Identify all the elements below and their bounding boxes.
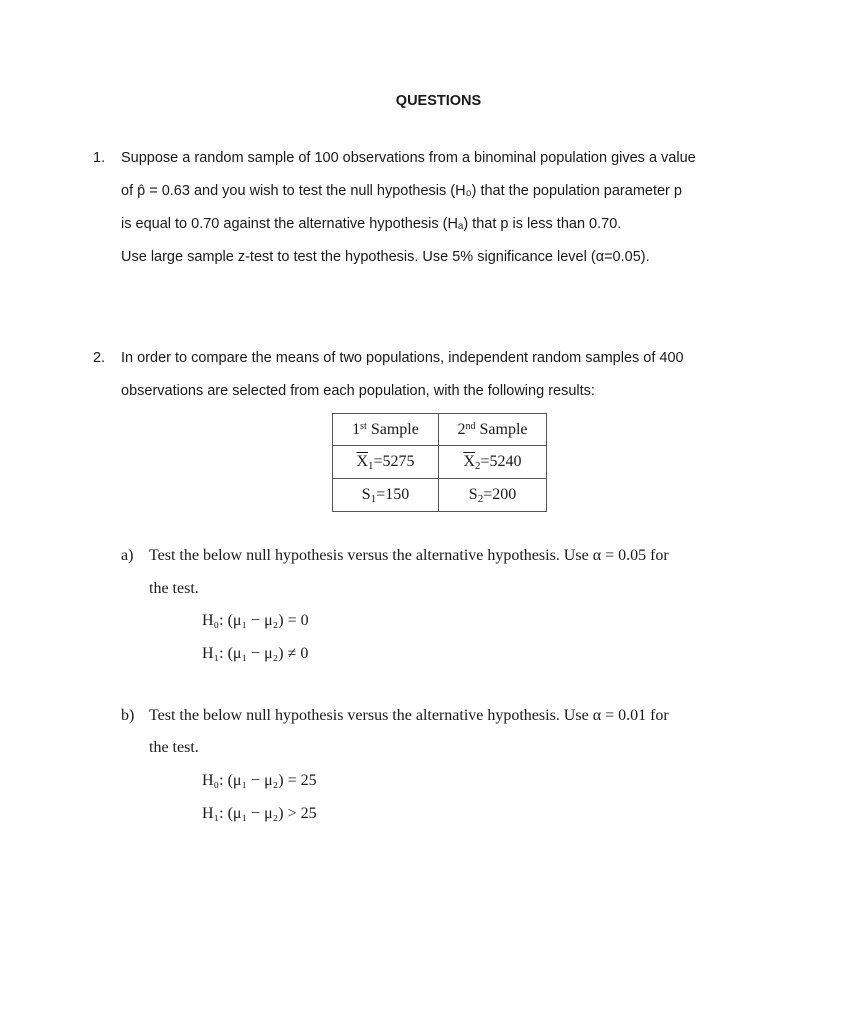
table-cell-mean-2: $\overline{X}_2=5240$ <box>439 446 547 479</box>
question-1-line-2: of p̂ = 0.63 and you wish to test the null hypothesis (H₀) that the population parameter p <box>121 183 682 199</box>
part-b-line-2: the test. <box>149 739 199 756</box>
part-a-label: a) <box>121 547 134 564</box>
table-cell-mean-1: $\overline{X}_1=5275$ <box>333 446 439 479</box>
question-1-number: 1. <box>93 150 106 166</box>
question-2-number: 2. <box>93 350 106 366</box>
part-a-alt-hypothesis: H₁: (μ₁ − μ₂) ≠ 0 <box>202 645 309 662</box>
table-row <box>333 446 547 479</box>
table-row <box>333 479 547 512</box>
part-a-line-1: Test the below null hypothesis versus the alternative hypothesis. Use α = 0.05 for <box>149 547 669 564</box>
question-1-line-1: Suppose a random sample of 100 observations from a binominal population gives a value <box>121 150 696 166</box>
page-title: QUESTIONS <box>395 93 482 109</box>
part-b-label: b) <box>121 707 135 724</box>
part-b-alt-hypothesis: H₁: (μ₁ − μ₂) > 25 <box>202 805 317 822</box>
part-b-line-1: Test the below null hypothesis versus the alternative hypothesis. Use α = 0.01 for <box>149 707 669 724</box>
question-1-line-3: is equal to 0.70 against the alternative hypothesis (Hₐ) that p is less than 0.70. <box>121 216 622 232</box>
part-a-null-hypothesis: H₀: (μ₁ − μ₂) = 0 <box>202 612 309 629</box>
question-1-line-4: Use large sample z-test to test the hypothesis. Use 5% significance level (α=0.05). <box>121 249 650 265</box>
table-header-row <box>333 414 547 446</box>
question-2-line-2: observations are selected from each population, with the following results: <box>121 383 595 399</box>
part-b-null-hypothesis: H₀: (μ₁ − μ₂) = 25 <box>202 772 317 789</box>
part-a-line-2: the test. <box>149 580 199 597</box>
table-header-cell: 2nd Sample <box>439 414 547 446</box>
question-2-line-1: In order to compare the means of two populations, independent random samples of 400 <box>121 350 684 366</box>
table-header-cell: 1st Sample <box>333 414 439 446</box>
samples-table <box>332 413 547 512</box>
table-cell-sd-2: $S_2=200$ <box>439 479 547 512</box>
table-cell-sd-1: $S_1=150$ <box>333 479 439 512</box>
